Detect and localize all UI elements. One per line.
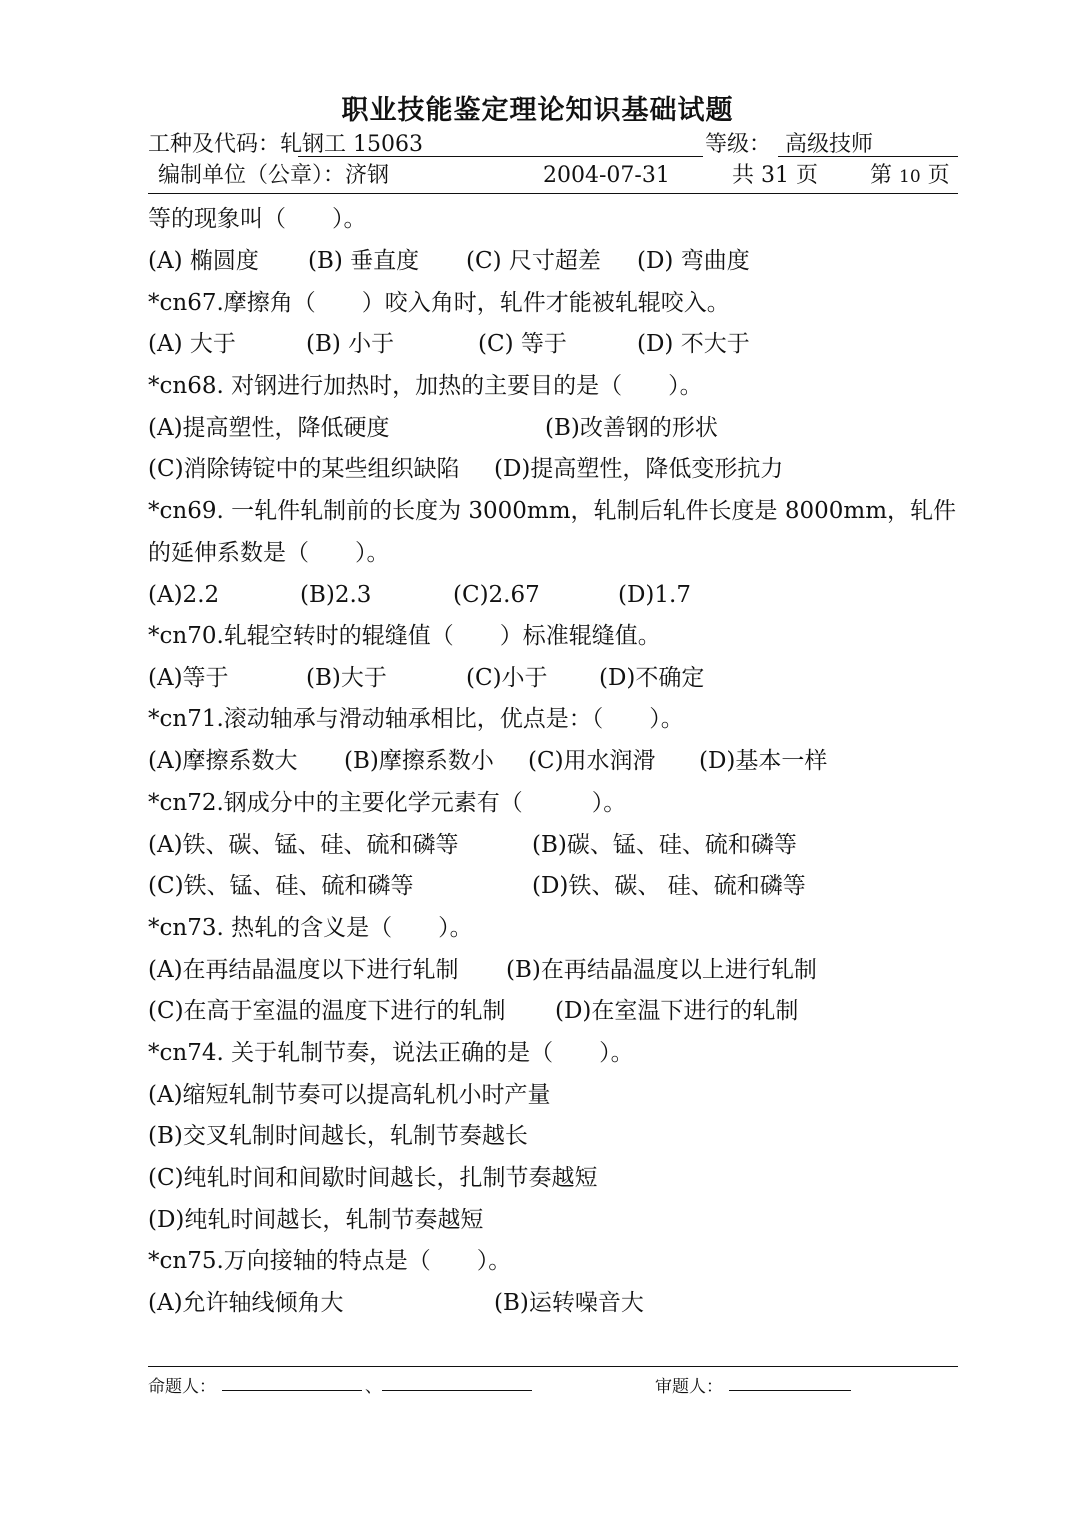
option-d: (D)纯轧时间越长，轧制节奏越短 (148, 1207, 484, 1233)
header-rule (148, 193, 958, 194)
option-d: (D) 不大于 (637, 331, 750, 357)
job-value: 轧钢工 15063 (280, 132, 423, 157)
question-cn67: *cn67.摩擦角（ ）咬入角时，轧件才能被轧辊咬入。 (148, 290, 730, 316)
option-c: (C)铁、锰、硅、硫和磷等 (148, 873, 414, 899)
option-b: (B)交叉轧制时间越长，轧制节奏越长 (148, 1123, 528, 1149)
author-separator: 、 (365, 1377, 382, 1397)
question-cn68: *cn68. 对钢进行加热时，加热的主要目的是（ ）。 (148, 373, 703, 399)
level-value: 高级技师 (785, 132, 874, 157)
option-a: (A)2.2 (148, 582, 220, 608)
options-line (148, 1288, 958, 1318)
reviewer-label: 审题人： (655, 1377, 723, 1397)
options-line (148, 746, 958, 776)
options-line (148, 996, 958, 1026)
option-b: (B)运转噪音大 (494, 1290, 644, 1316)
question-cn72: *cn72.钢成分中的主要化学元素有（ ）。 (148, 790, 627, 816)
total-pages: 共 31 页 (732, 163, 818, 188)
option-d: (D)1.7 (618, 582, 691, 608)
text-line: 等的现象叫（ ）。 (148, 206, 367, 232)
options-line (148, 871, 958, 901)
option-b: (B)在再结晶温度以上进行轧制 (506, 957, 817, 983)
unit-value: 济钢 (345, 163, 390, 188)
option-d: (D) 弯曲度 (637, 248, 750, 274)
option-b: (B) 小于 (306, 331, 395, 357)
options-line (148, 413, 958, 443)
level-underline (778, 156, 958, 157)
author-line-1 (222, 1390, 362, 1391)
page-number-row (870, 161, 950, 192)
job-underline (298, 156, 703, 157)
option-d: (D)在室温下进行的轧制 (555, 998, 799, 1024)
option-a: (A)铁、碳、锰、硅、硫和磷等 (148, 832, 459, 858)
option-b: (B)碳、锰、硅、硫和磷等 (532, 832, 797, 858)
page-title: 职业技能鉴定理论知识基础试题 (341, 95, 734, 126)
option-a: (A) 椭圆度 (148, 248, 259, 274)
option-b: (B)2.3 (300, 582, 372, 608)
option-d: (D)基本一样 (699, 748, 828, 774)
options-line (148, 454, 958, 484)
question-cn71: *cn71.滚动轴承与滑动轴承相比，优点是：（ ）。 (148, 706, 684, 732)
options-line (148, 580, 958, 610)
option-c: (C)消除铸锭中的某些组织缺陷 (148, 456, 460, 482)
question-cn69: *cn69. 一轧件轧制前的长度为 3000mm，轧制后轧件长度是 8000mm，轧件 (148, 498, 957, 524)
option-c: (C)在高于室温的温度下进行的轧制 (148, 998, 506, 1024)
option-b: (B)改善钢的形状 (545, 415, 718, 441)
option-c: (C) 尺寸超差 (466, 248, 601, 274)
level-label: 等级： (705, 132, 772, 157)
option-a: (A)在再结晶温度以下进行轧制 (148, 957, 459, 983)
option-b: (B)摩擦系数小 (344, 748, 494, 774)
option-a: (A)缩短轧制节奏可以提高轧机小时产量 (148, 1082, 551, 1108)
option-a: (A)允许轴线倾角大 (148, 1290, 344, 1316)
page-number: 10 (899, 167, 921, 187)
option-c: (C)小于 (466, 665, 548, 691)
question-cn73: *cn73. 热轧的含义是（ ）。 (148, 915, 473, 941)
option-d: (D)铁、碳、 硅、硫和磷等 (532, 873, 806, 899)
option-b: (B) 垂直度 (308, 248, 420, 274)
option-a: (A)摩擦系数大 (148, 748, 298, 774)
options-line (148, 830, 958, 860)
option-a: (A)提高塑性，降低硬度 (148, 415, 390, 441)
author-label: 命题人： (148, 1377, 216, 1397)
unit-label: 编制单位（公章）： (158, 163, 346, 188)
options-line (148, 663, 958, 693)
page-suffix: 页 (927, 163, 950, 188)
author-line-2 (382, 1390, 532, 1391)
date: 2004-07-31 (543, 163, 670, 188)
reviewer-line (729, 1390, 851, 1391)
option-a: (A)等于 (148, 665, 229, 691)
option-c: (C)用水润滑 (528, 748, 656, 774)
options-line (148, 329, 958, 359)
options-line (148, 955, 958, 985)
option-d: (D)不确定 (599, 665, 705, 691)
option-a: (A) 大于 (148, 331, 236, 357)
option-d: (D)提高塑性，降低变形抗力 (494, 456, 784, 482)
job-label: 工种及代码： (148, 132, 281, 157)
unit-row (158, 161, 389, 191)
question-cn70: *cn70.轧辊空转时的辊缝值（ ）标准辊缝值。 (148, 623, 661, 649)
options-line (148, 246, 958, 276)
page-prefix: 第 (870, 163, 893, 188)
option-c: (C)2.67 (453, 582, 540, 608)
text-line: 的延伸系数是（ ）。 (148, 540, 390, 566)
option-c: (C)纯轧时间和间歇时间越长，扎制节奏越短 (148, 1165, 598, 1191)
footer-rule (148, 1366, 958, 1367)
question-cn75: *cn75.万向接轴的特点是（ ）。 (148, 1248, 512, 1274)
option-c: (C) 等于 (478, 331, 567, 357)
option-b: (B)大于 (306, 665, 387, 691)
question-cn74: *cn74. 关于轧制节奏，说法正确的是（ ）。 (148, 1040, 634, 1066)
